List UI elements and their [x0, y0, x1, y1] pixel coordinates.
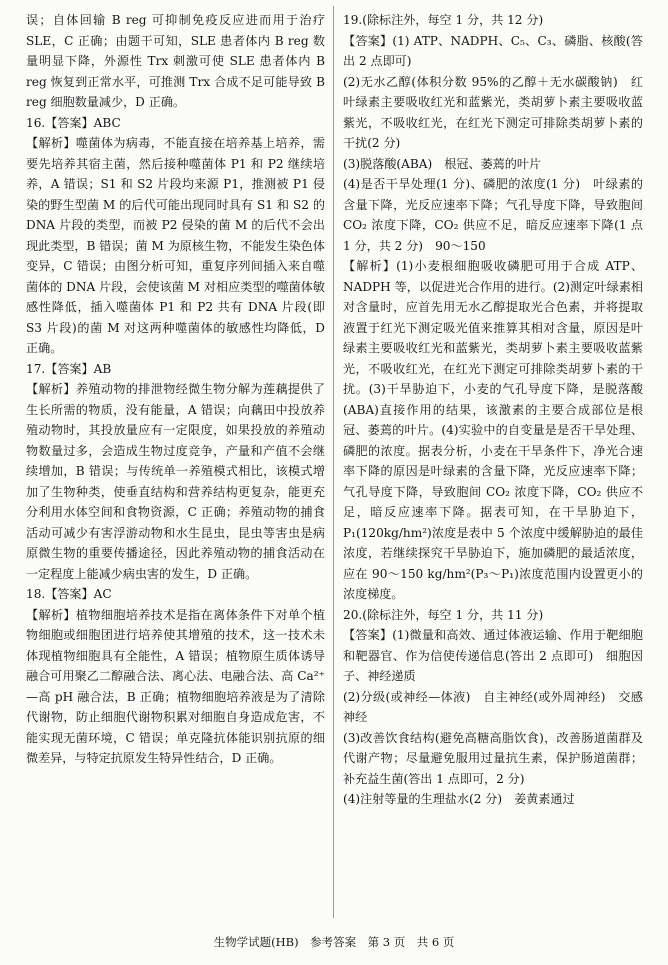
q20-heading: 20.(除标注外，每空 1 分，共 11 分) [343, 607, 544, 622]
q16-explanation: 【解析】噬菌体为病毒，不能直接在培养基上培养，需要先培养其宿主菌，然后接种噬菌体 P1 和 P2 继续培养，A 错误；S1 和 S2 片段均来源 P1，推测被 P1 侵染的野生型菌 M 的后代可能出现同时具有 S1 和 S2 的 DNA 片段的类型，而被 P2 侵染的菌 M 的后代不会出现此类型，B 错误；菌 M 为原核生物，不能发生染色体变异，C 错误；由图分析可知，重复序列间插入来自噬菌体的 DNA 片段，会使该菌 M 对相应类型的噬菌体敏感性降低，插入噬菌体 P1 和 P2 共有 DNA 片段(即 S3 片段)的菌 M 对这两种噬菌体的敏感性均降低，D 正确。 [26, 136, 325, 355]
q17-explanation: 【解析】养殖动物的排泄物经微生物分解为莲藕提供了生长所需的物质，没有能量，A 错误；向藕田中投放养殖动物时，其投放量应有一定限度，如果投放的养殖动物数量过多，会造成生物过度竞争，产量和产值不会继续增加，B 错误；与传统单一养殖模式相比，该模式增加了生物种类，使垂直结构和营养结构更复杂，能更充分利用水体空间和食物资源，C 正确；养殖动物的捕食活动可减少有害浮游动物和水生昆虫，昆虫等害虫是病原微生物的重要传播途径，因此养殖动物的捕食活动在一定程度上能减少病虫害的发生，D 正确。 [26, 382, 325, 581]
q19-answer-3: (3)脱落酸(ABA) 根冠、萎蔫的叶片 [343, 156, 542, 171]
q19-answer-2: (2)无水乙醇(体积分数 95%的乙醇＋无水碳酸钠) 红 叶绿素主要吸收红光和蓝紫光，类胡萝卜素主要吸收蓝紫光，不吸收红光，在红光下测定可排除类胡萝卜素的干扰(2 分) [343, 74, 656, 150]
q18-answer-heading: 18.【答案】AC [26, 587, 112, 601]
q20-answer-1: 【答案】(1)微量和高效、通过体液运输、作用于靶细胞和靶器官、作为信使传递信息(答出 2 点即可) 细胞因子、神经递质 [343, 628, 643, 683]
right-column [343, 10, 656, 810]
q20-answer-2: (2)分级(或神经—体液) 自主神经(或外周神经) 交感神经 [343, 689, 643, 724]
q18-explanation: 【解析】植物细胞培养技术是指在离体条件下对单个植物细胞或细胞团进行培养使其增殖的技术，这一技术未体现植物细胞具有全能性，A 错误；植物原生质体诱导融合可用聚乙二醇融合法、离心法、电融合法、高 Ca²⁺—高 pH 融合法，B 正确；植物细胞培养液是为了清除代谢物，防止细胞代谢物积累对细胞自身造成危害，不能实现无菌环境，C 错误；单克隆抗体能识别抗原的细微差异，与特定抗原发生特异性结合，D 正确。 [26, 607, 325, 765]
left-column [26, 10, 325, 769]
column-divider [333, 6, 334, 918]
q17-answer-heading: 17.【答案】AB [26, 361, 112, 376]
page-footer: 生物学试题(HB) 参考答案 第 3 页 共 6 页 [213, 935, 455, 949]
q19-answer-1: 【答案】(1) ATP、NADPH、C₅、C₃、磷脂、核酸(答出 2 点即可) [343, 33, 643, 68]
q19-heading: 19.(除标注外，每空 1 分，共 12 分) [343, 13, 544, 27]
q15-continuation: 误；自体回输 B reg 可抑制免疫反应进而用于治疗 SLE，C 正确；由题干可知，SLE 患者体内 B reg 数量明显下降，外源性 Trx 刺激可使 SLE 患者体内 B reg 恢复到正常水平，可推测 Trx 合成不足可能导致 B reg 细胞数量减少，D 正确。 [26, 13, 325, 109]
q19-answer-4: (4)是否干旱处理(1 分)、磷肥的浓度(1 分) 叶绿素的含量下降，光反应速率下降；气孔导度下降，导致胞间 CO₂ 浓度下降，CO₂ 供应不足，暗反应速率下降(1 点 1 分，共 2 分) 90～150 [343, 177, 643, 253]
q16-answer-heading: 16.【答案】ABC [26, 115, 121, 130]
q20-answer-4: (4)注射等量的生理盐水(2 分) 姜黄素通过 [343, 792, 575, 806]
q19-explanation: 【解析】(1)小麦根细胞吸收磷肥可用于合成 ATP、NADPH 等，以促进光合作用的进行。(2)测定叶绿素相对含量时，应首先用无水乙醇提取光合色素，并将提取液置于红光下测定吸光值来推算其相对含量，原因是叶绿素主要吸收红光和蓝紫光，类胡萝卜素主要吸收蓝紫光，不吸收红光，在红光下测定可排除类胡萝卜素的干扰。(3)干旱胁迫下，小麦的气孔导度下降，是脱落酸(ABA)直接作用的结果，该激素的主要合成部位是根冠、萎蔫的叶片。(4)实验中的自变量是是否干旱处理、磷肥的浓度。据表分析，小麦在干旱条件下，净光合速率下降的原因是叶绿素的含量下降，光反应速率下降；气孔导度下降，导致胞间 CO₂ 浓度下降，CO₂ 供应不足，暗反应速率下降。据表可知，在干旱胁迫下，P₁(120kg/hm²)浓度是表中 5 个浓度中缓解胁迫的最佳浓度，若继续探究干旱胁迫下，施加磷肥的最适浓度，应在 90～150 kg/hm²(P₃～P₁)浓度范围内设置更小的浓度梯度。 [343, 259, 643, 601]
q20-answer-3: (3)改善饮食结构(避免高糖高脂饮食)，改善肠道菌群及代谢产物；尽量避免服用过量抗生素，保护肠道菌群；补充益生菌(答出 1 点即可，2 分) [343, 730, 643, 786]
